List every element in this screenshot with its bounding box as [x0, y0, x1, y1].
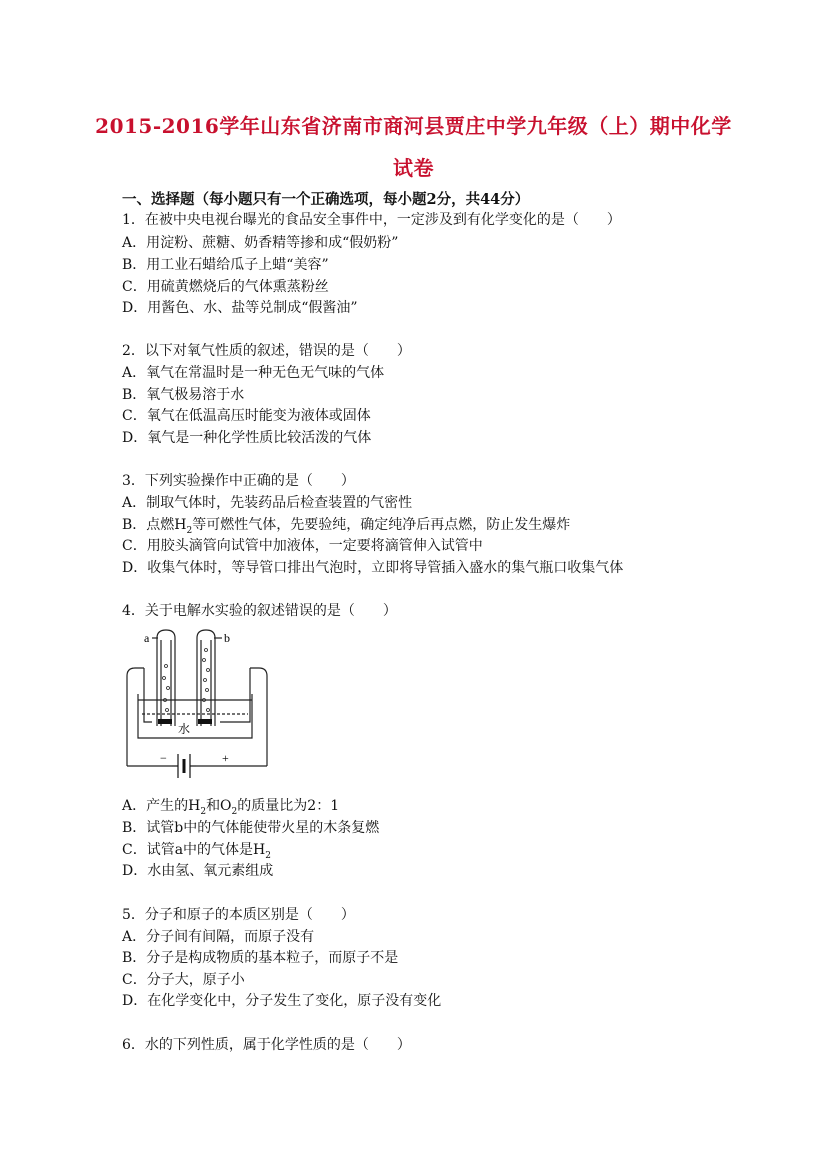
- question-2-option-d: D．氧气是一种化学性质比较活泼的气体: [122, 430, 372, 446]
- question-6-stem: 6．水的下列性质，属于化学性质的是（ ）: [122, 1037, 411, 1053]
- question-1-option-a: A．用淀粉、蔗糖、奶香精等掺和成“假奶粉”: [122, 235, 399, 251]
- question-4-option-a: A．产生的$H_2$和$O_2$的质量比为2：1: [122, 798, 340, 817]
- question-4-stem: 4．关于电解水实验的叙述错误的是（ ）: [122, 603, 397, 619]
- label-plus: +: [222, 751, 229, 765]
- question-1-option-b: B．用工业石蜡给瓜子上蜡“美容”: [122, 257, 329, 273]
- question-1-stem: 1．在被中央电视台曝光的食品安全事件中，一定涉及到有化学变化的是（ ）: [122, 212, 621, 228]
- question-4-option-d: D．水由氢、氧元素组成: [122, 863, 274, 879]
- question-4-option-c: C．试管a中的气体是$H_2$: [122, 842, 272, 861]
- page-title-line2: 试卷: [393, 156, 434, 180]
- label-water: 水: [178, 722, 191, 736]
- question-2-stem: 2．以下对氧气性质的叙述，错误的是（ ）: [122, 343, 411, 359]
- electrolysis-apparatus-diagram: [122, 626, 272, 786]
- question-5-option-b: B．分子是构成物质的基本粒子，而原子不是: [122, 950, 399, 966]
- question-2-option-a: A．氧气在常温时是一种无色无气味的气体: [122, 365, 385, 381]
- question-5-option-d: D．在化学变化中，分子发生了变化，原子没有变化: [122, 993, 442, 1009]
- question-1-option-d: D．用酱色、水、盐等兑制成“假酱油”: [122, 300, 358, 316]
- question-3-option-a: A．制取气体时，先装药品后检查装置的气密性: [122, 495, 413, 511]
- question-3-option-b: B．点燃$H_2$等可燃性气体，先要验纯，确定纯净后再点燃，防止发生爆炸: [122, 517, 571, 536]
- question-2-option-c: C．氧气在低温高压时能变为液体或固体: [122, 408, 371, 424]
- section-heading: 一、选择题（每小题只有一个正确选项，每小题2分，共44分）: [122, 191, 530, 208]
- question-2-option-b: B．氧气极易溶于水: [122, 387, 245, 403]
- question-5-option-c: C．分子大，原子小: [122, 972, 245, 988]
- question-4-option-b: B．试管b中的气体能使带火星的木条复燃: [122, 820, 380, 836]
- page-title: 2015-2016学年山东省济南市商河县贾庄中学九年级（上）期中化学: [95, 114, 732, 138]
- question-5-stem: 5．分子和原子的本质区别是（ ）: [122, 907, 355, 923]
- question-1-option-c: C．用硫黄燃烧后的气体熏蒸粉丝: [122, 279, 329, 295]
- label-b: b: [224, 631, 230, 645]
- question-5-option-a: A．分子间有间隔，而原子没有: [122, 929, 315, 945]
- label-minus: −: [160, 751, 167, 765]
- label-a: a: [144, 631, 150, 645]
- question-3-option-d: D．收集气体时，等导管口排出气泡时，立即将导管插入盛水的集气瓶口收集气体: [122, 560, 624, 576]
- question-3-option-c: C．用胶头滴管向试管中加液体，一定要将滴管伸入试管中: [122, 538, 483, 554]
- question-3-stem: 3．下列实验操作中正确的是（ ）: [122, 473, 355, 489]
